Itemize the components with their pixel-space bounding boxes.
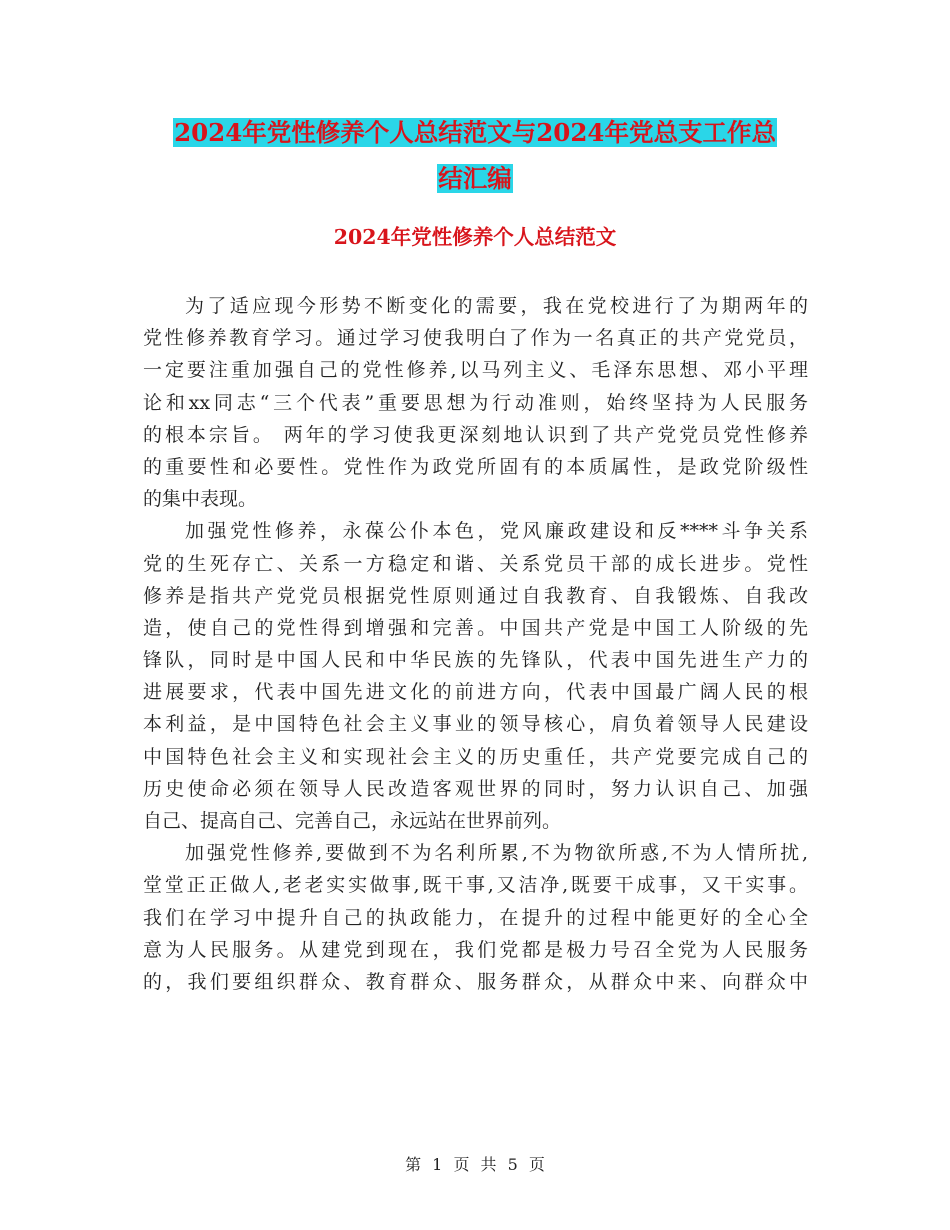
- page-footer: 第 1 页 共 5 页: [405, 1155, 545, 1174]
- paragraph-1-line-7: 的集中表现。: [143, 488, 258, 511]
- paragraph-3-line-1: 加强党性修养,要做到不为名利所累,不为物欲所惑,不为人情所扰,: [185, 842, 808, 865]
- paragraph-3-line-2: 堂堂正正做人,老老实实做事,既干事,又洁净,既要干成事，又干实事。: [143, 874, 808, 897]
- title-highlight: 结汇编: [438, 164, 512, 193]
- paragraph-1-line-4: 论和xx同志“三个代表”重要思想为行动准则，始终坚持为人民服务: [143, 391, 808, 414]
- title-highlight: 2024年党性修养个人总结范文与2024年党总支工作总: [174, 118, 776, 147]
- document-title-line-2: [0, 156, 950, 202]
- paragraph-1-line-5: 的根本宗旨。 两年的学习使我更深刻地认识到了共产党党员党性修养: [143, 423, 808, 446]
- paragraph-1-line-6: 的重要性和必要性。党性作为政党所固有的本质属性，是政党阶级性: [143, 455, 808, 478]
- paragraph-2-line-10: 自己、提高自己、完善自己，永远站在世界前列。: [143, 810, 562, 832]
- paragraph-2-line-6: 进展要求，代表中国先进文化的前进方向，代表中国最广阔人民的根: [143, 681, 808, 704]
- paragraph-2-line-7: 本利益，是中国特色社会主义事业的领导核心，肩负着领导人民建设: [143, 713, 808, 736]
- paragraph-1-line-1: 为了适应现今形势不断变化的需要，我在党校进行了为期两年的: [185, 295, 808, 317]
- paragraph-2-line-2: 党的生死存亡、关系一方稳定和谐、关系党员干部的成长进步。党性: [143, 552, 808, 575]
- section-title: 2024年党性修养个人总结范文: [333, 225, 617, 249]
- paragraph-3-line-4: 意为人民服务。从建党到现在，我们党都是极力号召全党为人民服务: [143, 938, 808, 961]
- document-title-line-1: [0, 110, 950, 156]
- body-text: [143, 290, 808, 998]
- paragraph-2-line-9: 历史使命必须在领导人民改造客观世界的同时，努力认识自己、加强: [143, 777, 808, 800]
- paragraph-2-line-1: 加强党性修养，永葆公仆本色，党风廉政建设和反****斗争关系: [185, 520, 808, 543]
- paragraph-2-line-5: 锋队，同时是中国人民和中华民族的先锋队，代表中国先进生产力的: [143, 649, 808, 672]
- paragraph-1-line-3: 一定要注重加强自己的党性修养,以马列主义、毛泽东思想、邓小平理: [143, 359, 808, 382]
- paragraph-3-line-5: 的，我们要组织群众、教育群众、服务群众，从群众中来、向群众中: [143, 970, 808, 993]
- document-title: [0, 110, 950, 202]
- paragraph-2-line-3: 修养是指共产党党员根据党性原则通过自我教育、自我锻炼、自我改: [143, 584, 808, 607]
- paragraph-3-line-3: 我们在学习中提升自己的执政能力，在提升的过程中能更好的全心全: [143, 906, 808, 929]
- paragraph-1-line-2: 党性修养教育学习。通过学习使我明白了作为一名真正的共产党党员，: [143, 327, 808, 350]
- paragraph-2-line-4: 造，使自己的党性得到增强和完善。中国共产党是中国工人阶级的先: [143, 616, 808, 639]
- paragraph-2-line-8: 中国特色社会主义和实现社会主义的历史重任，共产党要完成自己的: [143, 745, 808, 768]
